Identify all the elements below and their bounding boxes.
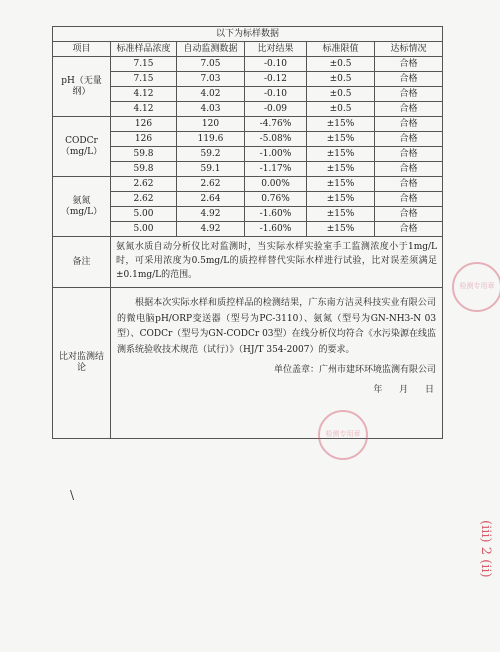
table-cell: 合格 [375, 147, 443, 162]
table-row [53, 72, 443, 87]
table-cell: 合格 [375, 87, 443, 102]
table-cell: -1.00% [245, 147, 307, 162]
table-cell: ±15% [307, 192, 375, 207]
table-cell: 4.03 [177, 102, 245, 117]
table-cell: 120 [177, 117, 245, 132]
group-label-cod: CODCr（mg/L） [53, 117, 111, 177]
table-row [53, 57, 443, 72]
table-cell: 5.00 [111, 222, 177, 237]
table-cell: 59.8 [111, 147, 177, 162]
table-cell: ±15% [307, 132, 375, 147]
date-line: 年 月 日 [373, 385, 435, 396]
table-cell: 7.03 [177, 72, 245, 87]
table-cell: 4.92 [177, 222, 245, 237]
table-cell: 4.92 [177, 207, 245, 222]
table-cell: 合格 [375, 192, 443, 207]
table-cell: -5.08% [245, 132, 307, 147]
table-row [53, 87, 443, 102]
table-cell: 59.1 [177, 162, 245, 177]
table-cell: 7.15 [111, 57, 177, 72]
table-cell: 合格 [375, 177, 443, 192]
table-cell: -0.10 [245, 87, 307, 102]
table-row [53, 117, 443, 132]
conclusion-label: 比对监测结论 [53, 287, 111, 438]
table-cell: 119.6 [177, 132, 245, 147]
table-cell: 7.05 [177, 57, 245, 72]
table-row [53, 102, 443, 117]
notes-text: 氨氮水质自动分析仪比对监测时，当实际水样实验室手工监测浓度小于1mg/L时，可采用浓度为0.5mg/L的质控样替代实际水样进行试验，比对误差须满足±0.1mg/L的范围。 [111, 237, 443, 288]
table-cell: ±0.5 [307, 72, 375, 87]
table-cell: -1.60% [245, 222, 307, 237]
table-cell: 合格 [375, 57, 443, 72]
table-row [53, 132, 443, 147]
table-row [53, 192, 443, 207]
table-cell: ±0.5 [307, 87, 375, 102]
table-cell: ±15% [307, 207, 375, 222]
header-cell: 自动监测数据 [177, 42, 245, 57]
table-cell: 4.02 [177, 87, 245, 102]
seal-text: 检测专用章 [459, 282, 495, 291]
table-cell: 59.8 [111, 162, 177, 177]
conclusion-cell [111, 287, 443, 438]
table-cell: 126 [111, 132, 177, 147]
table-cell: 2.62 [177, 177, 245, 192]
table-cell: -0.09 [245, 102, 307, 117]
notes-row [53, 237, 443, 288]
table-cell: -1.17% [245, 162, 307, 177]
table-cell: ±15% [307, 222, 375, 237]
header-cell: 比对结果 [245, 42, 307, 57]
group-label-ammonia: 氨氮（mg/L） [53, 177, 111, 237]
conclusion-text: 根据本次实际水样和质控样品的检测结果，广东南方洁灵科技实业有限公司的微电脑pH/ORP变送器（型号为PC-3110）、氨氮（型号为GN-NH3-N 03型）、CODCr（型号为GN-CODCr 03型）在线分析仪均符合《水污染源在线监测系统验收技术规范（试行）》（HJ/T 354-2007）的要求。 [117, 297, 437, 356]
table-cell: 59.2 [177, 147, 245, 162]
table-row [53, 207, 443, 222]
standard-sample-table [52, 26, 443, 439]
table-cell: 合格 [375, 72, 443, 87]
table-cell: 2.62 [111, 177, 177, 192]
bottom-seal-stamp [318, 410, 368, 460]
table-cell: 2.62 [111, 192, 177, 207]
table-row [53, 177, 443, 192]
table-cell: ±15% [307, 177, 375, 192]
table-cell: -1.60% [245, 207, 307, 222]
table-cell: 2.64 [177, 192, 245, 207]
table-cell: 合格 [375, 102, 443, 117]
table-cell: 4.12 [111, 87, 177, 102]
table-cell: 合格 [375, 117, 443, 132]
table-cell: 合格 [375, 222, 443, 237]
table-cell: 5.00 [111, 207, 177, 222]
header-cell: 项目 [53, 42, 111, 57]
header-cell: 标准样品浓度 [111, 42, 177, 57]
table-cell: 合格 [375, 132, 443, 147]
table-cell: 126 [111, 117, 177, 132]
margin-red-mark: (iii) 2 (ii) [478, 520, 493, 578]
header-cell: 标准限值 [307, 42, 375, 57]
table-cell: ±15% [307, 117, 375, 132]
table-cell: 合格 [375, 162, 443, 177]
table-cell: 0.76% [245, 192, 307, 207]
table-cell: 0.00% [245, 177, 307, 192]
notes-label: 备注 [53, 237, 111, 288]
table-cell: -0.12 [245, 72, 307, 87]
backslash-mark: \ [70, 488, 75, 502]
group-label-ph: pH（无量纲） [53, 57, 111, 117]
table-cell: 4.12 [111, 102, 177, 117]
seal-text: 检测专用章 [325, 430, 361, 439]
side-seal-stamp [452, 262, 500, 312]
signature-line: 单位盖章：广州市建环环境监测有限公司 [274, 364, 437, 375]
table-cell: -4.76% [245, 117, 307, 132]
header-cell: 达标情况 [375, 42, 443, 57]
table-cell: 合格 [375, 207, 443, 222]
table-cell: ±15% [307, 147, 375, 162]
table-cell: 7.15 [111, 72, 177, 87]
table-row [53, 162, 443, 177]
table-cell: ±0.5 [307, 102, 375, 117]
table-cell: ±0.5 [307, 57, 375, 72]
table-row [53, 147, 443, 162]
table-row [53, 222, 443, 237]
conclusion-row [53, 287, 443, 438]
table-cell: -0.10 [245, 57, 307, 72]
table-cell: ±15% [307, 162, 375, 177]
table-banner: 以下为标样数据 [53, 27, 443, 42]
table-header-row [53, 42, 443, 57]
